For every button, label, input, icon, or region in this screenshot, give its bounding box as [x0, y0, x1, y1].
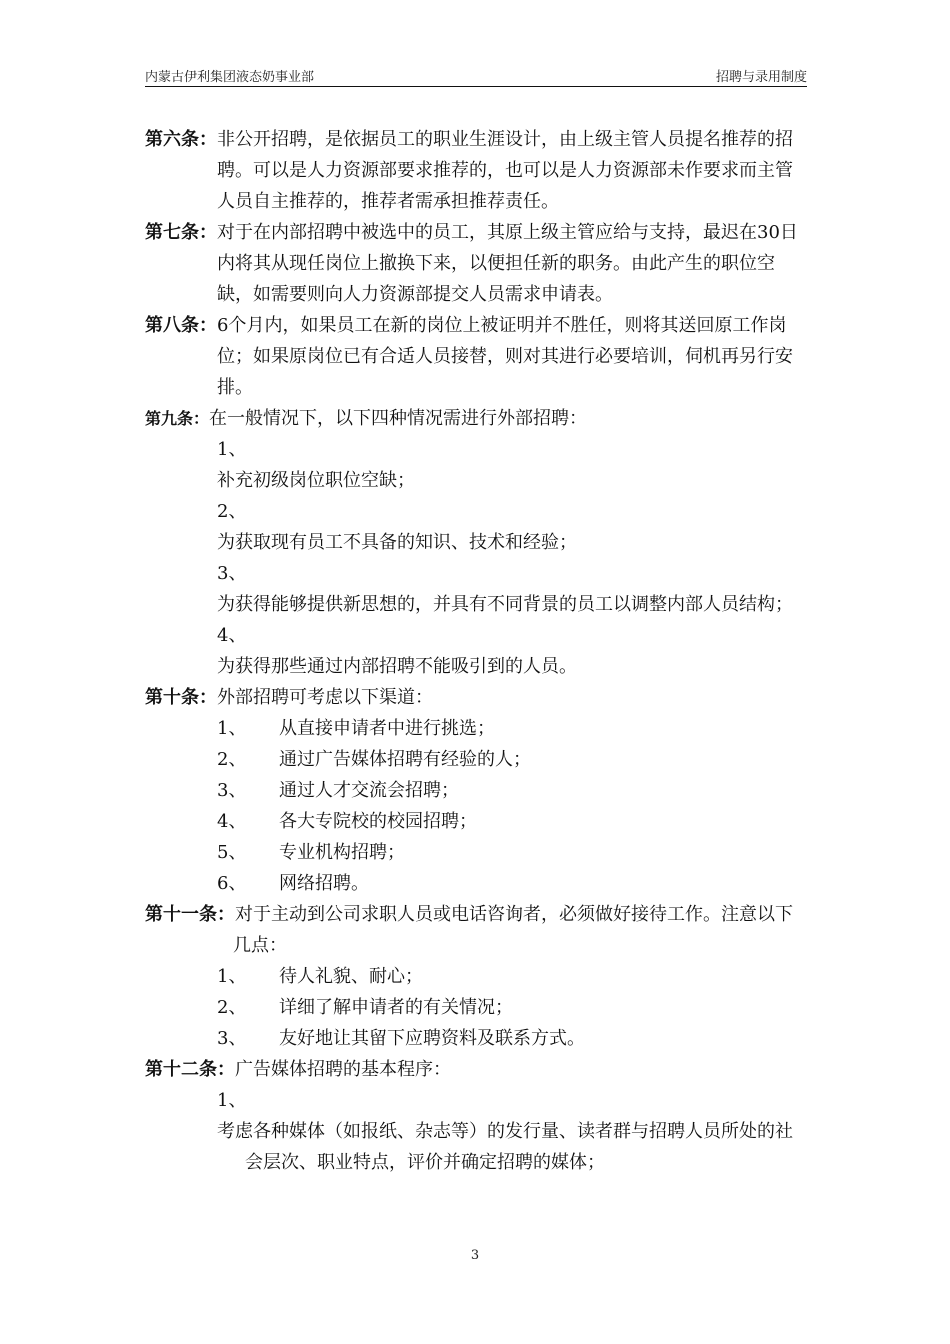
article-text: 6个月内，如果员工在新的岗位上被证明并不胜任，则将其送回原工作岗位；如果原岗位已有合适人员接替，则对其进行必要培训，伺机再另行安排。 [217, 315, 793, 398]
list-item-text: 从直接申请者中进行挑选； [279, 718, 495, 739]
article-label: 第十条： [145, 687, 217, 708]
list-item [145, 775, 807, 806]
article-text: 对于主动到公司求职人员或电话咨询者，必须做好接待工作。注意以下几点： [233, 904, 793, 956]
list-item [145, 837, 807, 868]
article-label: 第九条： [145, 409, 210, 428]
list-item-number: 3、 [217, 1028, 247, 1049]
list-item-text: 通过人才交流会招聘； [279, 780, 459, 801]
list-item-text: 网络招聘。 [279, 873, 369, 894]
list-item-text: 考虑各种媒体（如报纸、杂志等）的发行量、读者群与招聘人员所处的社会层次、职业特点，评价并确定招聘的媒体； [217, 1121, 793, 1173]
list-item-text: 为获得那些通过内部招聘不能吸引到的人员。 [217, 656, 577, 677]
article-8 [145, 310, 807, 403]
list-item-text: 详细了解申请者的有关情况； [279, 997, 513, 1018]
list-item-text: 为获取现有员工不具备的知识、技术和经验； [217, 532, 577, 553]
list-item [145, 806, 807, 837]
article-label: 第八条： [145, 315, 217, 336]
header-company: 内蒙古伊利集团液态奶事业部 [145, 70, 315, 85]
header-rule [145, 86, 807, 87]
article-text: 外部招聘可考虑以下渠道： [217, 687, 433, 708]
article-label: 第十一条： [145, 904, 235, 925]
list-item-text: 友好地让其留下应聘资料及联系方式。 [279, 1028, 585, 1049]
article-7 [145, 217, 807, 310]
list-item-number: 3、 [217, 563, 247, 584]
header-document-title: 招聘与录用制度 [715, 70, 807, 85]
list-item [145, 992, 807, 1023]
page-header [145, 66, 807, 86]
list-item [145, 868, 807, 899]
list-item-number: 3、 [217, 780, 247, 801]
list-item-number: 2、 [217, 501, 247, 522]
article-label: 第十二条： [145, 1059, 235, 1080]
list-item [145, 713, 807, 744]
list-item [145, 744, 807, 775]
list-item-number: 1、 [217, 718, 247, 739]
list-item-text: 通过广告媒体招聘有经验的人； [279, 749, 531, 770]
page-number: 3 [470, 1248, 480, 1263]
article-11 [145, 899, 807, 961]
document-body [145, 124, 807, 1178]
article-text: 非公开招聘，是依据员工的职业生涯设计，由上级主管人员提名推荐的招聘。可以是人力资源部要求推荐的，也可以是人力资源部未作要求而主管人员自主推荐的，推荐者需承担推荐责任。 [217, 129, 793, 212]
article-text: 对于在内部招聘中被选中的员工，其原上级主管应给与支持，最迟在30日内将其从现任岗位上撤换下来，以便担任新的职务。由此产生的职位空缺，如需要则向人力资源部提交人员需求申请表。 [217, 222, 798, 305]
list-item-number: 2、 [217, 997, 247, 1018]
article-label: 第六条： [145, 129, 217, 150]
list-item-text: 补充初级岗位职位空缺； [217, 470, 415, 491]
list-item-number: 1、 [217, 1090, 247, 1111]
list-item-text: 为获得能够提供新思想的，并具有不同背景的员工以调整内部人员结构； [217, 594, 793, 615]
list-item-text: 待人礼貌、耐心； [279, 966, 423, 987]
article-6 [145, 124, 807, 217]
article-label: 第七条： [145, 222, 217, 243]
list-item-number: 6、 [217, 873, 247, 894]
list-item-number: 4、 [217, 811, 247, 832]
article-12 [145, 1054, 807, 1085]
list-item [145, 961, 807, 992]
list-item-number: 4、 [217, 625, 247, 646]
list-item-number: 2、 [217, 749, 247, 770]
list-item-number: 5、 [217, 842, 247, 863]
list-item-text: 各大专院校的校园招聘； [279, 811, 477, 832]
list-item-text: 专业机构招聘； [279, 842, 405, 863]
list-item-number: 1、 [217, 439, 247, 460]
article-10 [145, 682, 807, 713]
list-item [145, 1023, 807, 1054]
article-9 [145, 403, 807, 434]
article-text: 广告媒体招聘的基本程序： [235, 1059, 451, 1080]
article-text: 在一般情况下，以下四种情况需进行外部招聘： [209, 408, 588, 429]
list-item-number: 1、 [217, 966, 247, 987]
